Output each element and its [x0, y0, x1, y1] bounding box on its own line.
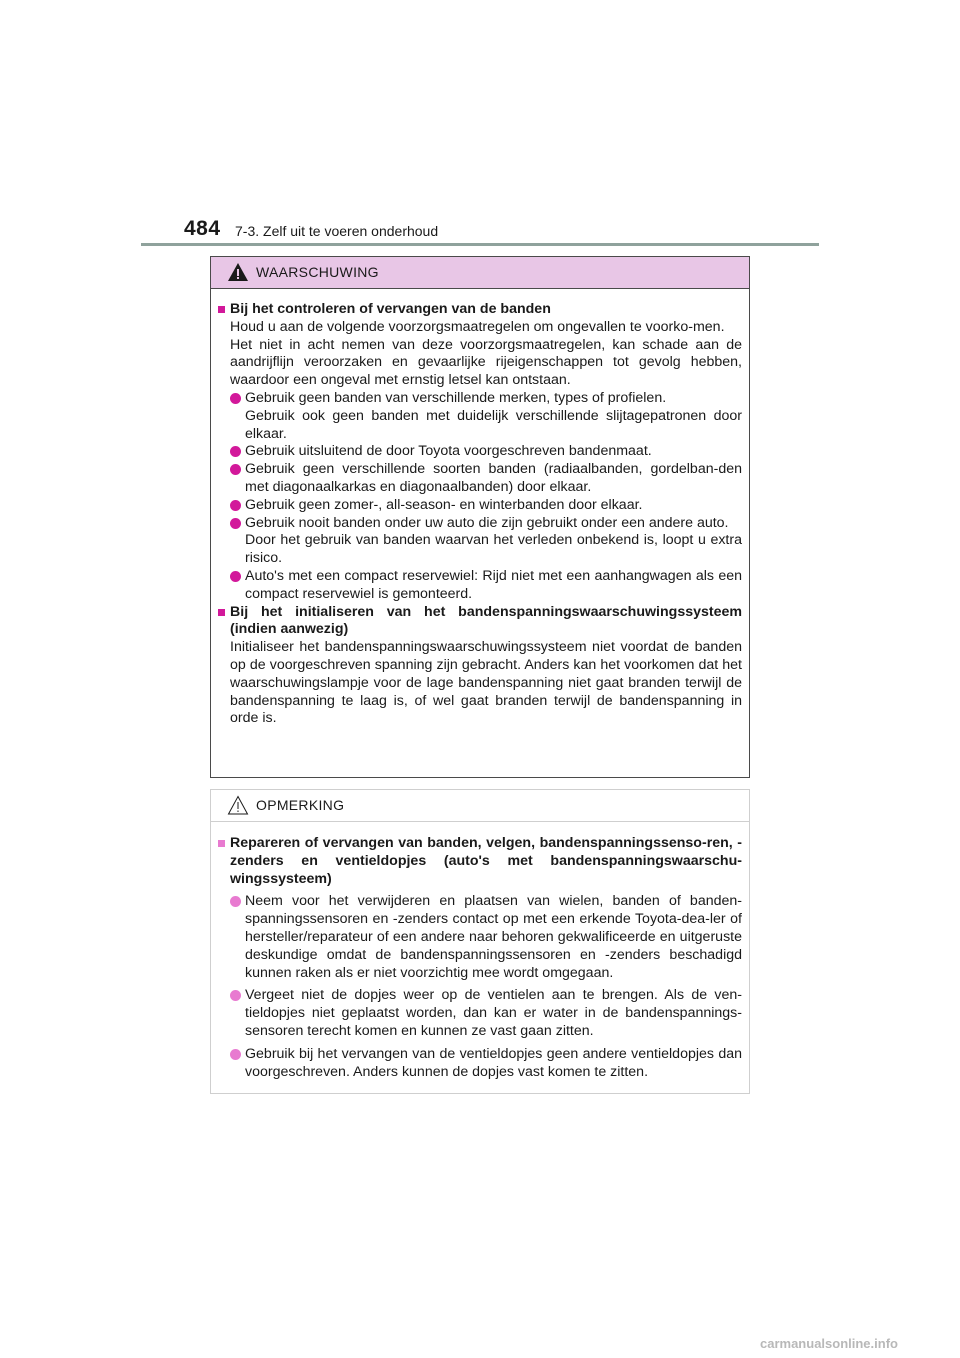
note-content [211, 822, 749, 1081]
note-heading: Repareren of vervangen van banden, velgen, bandenspanningssenso-ren, -zenders en ventieldopjes (auto's met bandenspanningswaarschu-wingssysteem) [218, 835, 742, 888]
warning-bullet: Gebruik uitsluitend de door Toyota voorgeschreven bandenmaat. [230, 443, 742, 461]
warning-bullet: Gebruik nooit banden onder uw auto die zijn gebruikt onder een andere auto. Door het gebruik van banden waarvan het verleden onbekend is, loopt u extra risico. [230, 515, 742, 568]
note-title: OPMERKING [256, 797, 345, 813]
square-bullet-icon [218, 609, 225, 616]
square-bullet-icon [218, 306, 225, 313]
note-bullet: Neem voor het verwijderen en plaatsen van wielen, banden of banden-spanningssensoren en -zenders contact op met een erkende Toyota-dea-ler of hersteller/reparateur of een andere naar behoren gekwalificeerde en uitgeruste deskundige omdat de bandenspanningssensoren en -zenders beschadigd kunnen raken als er niet voorzichtig mee wordt omgegaan. [230, 893, 742, 982]
warning-heading-1: Bij het controleren of vervangen van de banden [218, 301, 742, 319]
warning-box [210, 256, 750, 778]
caution-outline-icon [227, 795, 249, 815]
note-header [211, 790, 749, 822]
warning-title: WAARSCHUWING [256, 264, 379, 280]
circle-bullet-icon [230, 518, 241, 529]
section-title: 7-3. Zelf uit te voeren onderhoud [235, 223, 439, 239]
header-rule [141, 243, 819, 246]
warning-bullet: Gebruik geen verschillende soorten banden (radiaalbanden, gordelban-den met diagonaalkarkas en diagonaalbanden) door elkaar. [230, 461, 742, 497]
warning-paragraph: Het niet in acht nemen van deze voorzorgsmaatregelen, kan schade aan de aandrijflijn veroorzaken en gevaarlijke rijeigenschappen tot gevolg hebben, waardoor een ongeval met ernstig letsel kan ontstaan. [230, 336, 742, 389]
circle-bullet-icon [230, 571, 241, 582]
circle-bullet-icon [230, 990, 241, 1001]
circle-bullet-icon [230, 896, 241, 907]
circle-bullet-icon [230, 393, 241, 404]
warning-bullet: Gebruik geen banden van verschillende merken, types of profielen. Gebruik ook geen banden met duidelijk verschillende slijtagepatronen door elkaar. [230, 390, 742, 443]
circle-bullet-icon [230, 446, 241, 457]
page-number: 484 [184, 217, 221, 240]
circle-bullet-icon [230, 1049, 241, 1060]
warning-triangle-icon [227, 262, 249, 282]
circle-bullet-icon [230, 500, 241, 511]
warning-heading-2: Bij het initialiseren van het bandenspanningswaarschuwingssysteem (indien aanwezig) [218, 604, 742, 640]
note-bullet: Gebruik bij het vervangen van de ventieldopjes geen andere ventieldopjes dan voorgeschreven. Anders kunnen de dopjes vast komen te zitten. [230, 1046, 742, 1082]
note-box [210, 789, 750, 1094]
warning-paragraph: Houd u aan de volgende voorzorgsmaatregelen om ongevallen te voorko-men. [230, 318, 725, 335]
square-bullet-icon [218, 840, 225, 847]
warning-header [211, 257, 749, 289]
note-bullet: Vergeet niet de dopjes weer op de ventielen aan te brengen. Als de ven-tieldopjes niet geplaatst worden, dan kan er water in de bandenspannings-sensoren terecht komen en kunnen ze vast gaan zitten. [230, 987, 742, 1040]
watermark: carmanualsonline.info [760, 1336, 898, 1351]
warning-bullet: Gebruik geen zomer-, all-season- en winterbanden door elkaar. [230, 497, 742, 515]
warning-content [211, 289, 749, 728]
warning-paragraph: Initialiseer het bandenspanningswaarschuwingssysteem niet voordat de banden op de voorgeschreven spanning zijn gebracht. Anders kan het voorkomen dat het waarschuwingslampje voor de lage bandenspanning niet gaat branden terwijl de bandenspanning te laag is, of wel gaat branden terwijl de bandenspanning in orde is. [230, 639, 742, 727]
circle-bullet-icon [230, 464, 241, 475]
page-header [141, 217, 819, 247]
warning-bullet: Auto's met een compact reservewiel: Rijd niet met een aanhangwagen als een compact reservewiel is gemonteerd. [230, 568, 742, 604]
